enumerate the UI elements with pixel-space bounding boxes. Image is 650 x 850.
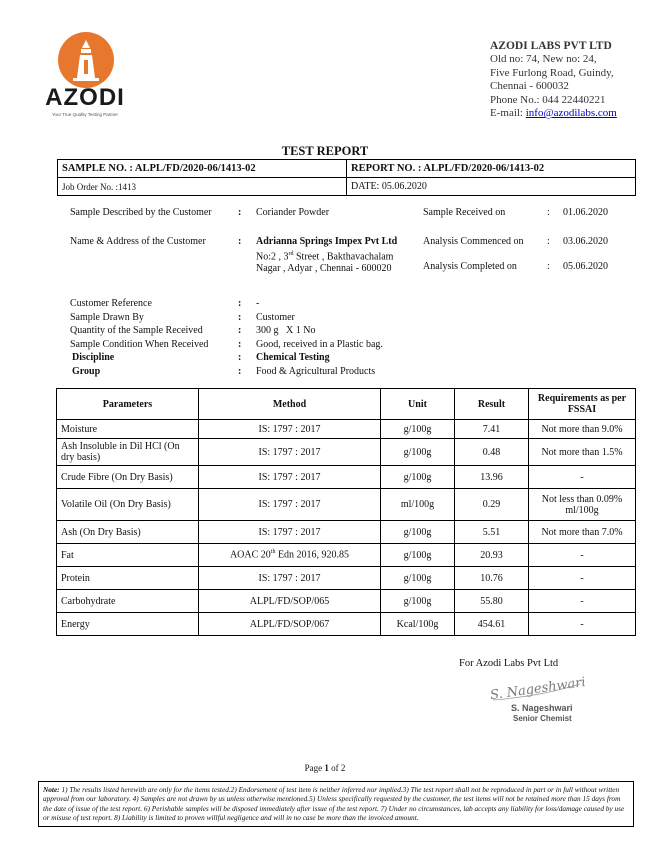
info-label: Sample Described by the Customer (70, 207, 212, 218)
parameter-cell: Ash Insoluble in Dil HCl (On dry basis) (57, 439, 199, 466)
requirement-cell: - (529, 613, 636, 636)
parameter-cell: Crude Fibre (On Dry Basis) (57, 466, 199, 489)
terms-note: Note: 1) The results listed herewith are only for the items tested.2) Endorsement of test item is neither inferred nor implied.3) The test report shall not be reproduced in part or in full without written approval from our laboratory. 4) Samples are not drawn by us unless otherwise mentioned.5) Unless specifically requested by the customer, the test items will not be retained more than 15 days from the date of issue of the test report. 6) Perishable samples will be disposed immediately after issue of the test report. 7) Under no circumstances, lab accepts any liability for loss/damage caused by use or misuse of test report. 8) Liability is limited to proven willful negligence and will in no case be more than the invoiced amount. (38, 781, 634, 827)
sample-number: SAMPLE NO. : ALPL/FD/2020-06/1413-02 (58, 160, 347, 178)
table-row (57, 489, 636, 521)
result-cell: 7.41 (455, 420, 529, 439)
result-cell: 20.93 (455, 544, 529, 567)
method-cell: IS: 1797 : 2017 (199, 567, 381, 590)
parameter-cell: Moisture (57, 420, 199, 439)
requirement-cell: Not less than 0.09% ml/100g (529, 489, 636, 521)
table-row (57, 590, 636, 613)
table-row (57, 613, 636, 636)
info-colon: : (547, 236, 550, 247)
table-header-row (57, 389, 636, 420)
customer-address (256, 236, 426, 275)
column-header: Result (455, 389, 529, 420)
column-header: Unit (381, 389, 455, 420)
parameter-cell: Energy (57, 613, 199, 636)
info-label: Analysis Commenced on (423, 236, 524, 247)
address-line: Nagar , Adyar , Chennai - 600020 (256, 263, 392, 275)
discipline: Chemical Testing (256, 352, 330, 364)
requirement-cell: - (529, 567, 636, 590)
unit-cell: g/100g (381, 567, 455, 590)
sample-drawn-by: Customer (256, 311, 295, 323)
sample-quantity: 300 g X 1 No (256, 325, 316, 337)
requirement-cell: Not more than 7.0% (529, 521, 636, 544)
info-label: Sample Drawn By (70, 311, 144, 323)
report-title: TEST REPORT (281, 144, 369, 158)
result-cell: 13.96 (455, 466, 529, 489)
address-line: Chennai - 600032 (490, 80, 569, 93)
requirement-cell: - (529, 466, 636, 489)
result-cell: 5.51 (455, 521, 529, 544)
result-cell: 10.76 (455, 567, 529, 590)
table-row (57, 466, 636, 489)
signatory-label: For Azodi Labs Pvt Ltd (459, 658, 559, 669)
requirement-cell: Not more than 1.5% (529, 439, 636, 466)
info-label: Quantity of the Sample Received (70, 325, 203, 337)
column-header: Method (199, 389, 381, 420)
method-cell: AOAC 20th Edn 2016, 920.85 (199, 544, 381, 567)
parameter-cell: Ash (On Dry Basis) (57, 521, 199, 544)
result-cell: 0.29 (455, 489, 529, 521)
info-label: Sample Received on (423, 207, 506, 218)
phone-line: Phone No.: 044 22440221 (490, 93, 606, 106)
info-label: Sample Condition When Received (70, 338, 209, 350)
table-row (57, 544, 636, 567)
method-cell: IS: 1797 : 2017 (199, 439, 381, 466)
signatory-role: Senior Chemist (513, 714, 572, 723)
info-label: Discipline (72, 352, 115, 364)
page-number: Page 1 of 2 (304, 763, 346, 773)
method-cell: IS: 1797 : 2017 (199, 521, 381, 544)
requirement-cell: Not more than 9.0% (529, 420, 636, 439)
logo-emblem (58, 32, 114, 88)
table-row (57, 567, 636, 590)
info-label: Customer Reference (70, 298, 152, 309)
result-cell: 55.80 (455, 590, 529, 613)
method-cell: IS: 1797 : 2017 (199, 466, 381, 489)
result-cell: 454.61 (455, 613, 529, 636)
sample-description: Coriander Powder (256, 207, 330, 218)
company-logo (30, 32, 140, 122)
results-table (56, 388, 636, 636)
logo-tagline: Your True Quality Testing Partner (51, 112, 119, 117)
result-cell: 0.48 (455, 439, 529, 466)
method-cell: IS: 1797 : 2017 (199, 489, 381, 521)
address-line: Old no: 74, New no: 24, (490, 53, 597, 66)
unit-cell: ml/100g (381, 489, 455, 521)
company-name: AZODI LABS PVT LTD (490, 40, 612, 52)
customer-name: Adrianna Springs Impex Pvt Ltd (256, 236, 398, 247)
report-number: REPORT NO. : ALPL/FD/2020-06/1413-02 (347, 160, 636, 178)
unit-cell: g/100g (381, 544, 455, 567)
report-date: DATE: 05.06.2020 (347, 178, 636, 196)
signature-image (488, 676, 588, 706)
parameter-cell: Carbohydrate (57, 590, 199, 613)
info-colon: : (238, 236, 242, 247)
analysis-dates-block (423, 207, 633, 277)
info-label: Analysis Completed on (423, 261, 517, 272)
sample-details-block: Customer Reference : - Sample Drawn By : Customer Quantity of the Sample Received : 300 g X 1 No Sample Condition When Received : Good, received in a Plastic bag. Discipline : Chemical Testing Group : Food & Agricultural Products (70, 298, 383, 377)
completed-date: 05.06.2020 (563, 261, 608, 272)
method-cell: ALPL/FD/SOP/067 (199, 613, 381, 636)
received-date: 01.06.2020 (563, 207, 608, 218)
report-header-table (57, 159, 636, 196)
unit-cell: g/100g (381, 420, 455, 439)
method-cell: IS: 1797 : 2017 (199, 420, 381, 439)
svg-text:S. Nageshwari: S. Nageshwari (489, 676, 587, 704)
method-cell: ALPL/FD/SOP/065 (199, 590, 381, 613)
group: Food & Agricultural Products (256, 366, 376, 377)
info-label: Name & Address of the Customer (70, 236, 206, 247)
email-line: E-mail: info@azodilabs.com (490, 107, 617, 120)
info-colon: : (547, 207, 550, 218)
commenced-date: 03.06.2020 (563, 236, 608, 247)
customer-reference: - (256, 298, 260, 309)
info-label: Group (72, 366, 101, 377)
column-header: Requirements as per FSSAI (529, 389, 636, 420)
unit-cell: g/100g (381, 439, 455, 466)
unit-cell: g/100g (381, 466, 455, 489)
address-line: Five Furlong Road, Guindy, (490, 66, 614, 79)
info-colon: : (547, 261, 550, 272)
parameter-cell: Fat (57, 544, 199, 567)
unit-cell: g/100g (381, 590, 455, 613)
job-order-number: Job Order No. :1413 (58, 178, 347, 196)
table-row (57, 521, 636, 544)
sample-condition: Good, received in a Plastic bag. (256, 338, 383, 350)
unit-cell: Kcal/100g (381, 613, 455, 636)
parameter-cell: Volatile Oil (On Dry Basis) (57, 489, 199, 521)
parameter-cell: Protein (57, 567, 199, 590)
table-row (57, 439, 636, 466)
table-row (57, 420, 636, 439)
logo-wordmark: AZODI (45, 84, 125, 111)
column-header: Parameters (57, 389, 199, 420)
unit-cell: g/100g (381, 521, 455, 544)
requirement-cell: - (529, 590, 636, 613)
info-colon: : (238, 207, 242, 218)
address-line: No:2 , 3rd Street , Bakthavachalam (256, 251, 394, 263)
requirement-cell: - (529, 544, 636, 567)
email-link[interactable]: info@azodilabs.com (525, 107, 617, 120)
company-address-block (490, 40, 617, 120)
signatory-name: S. Nageshwari (511, 703, 573, 713)
